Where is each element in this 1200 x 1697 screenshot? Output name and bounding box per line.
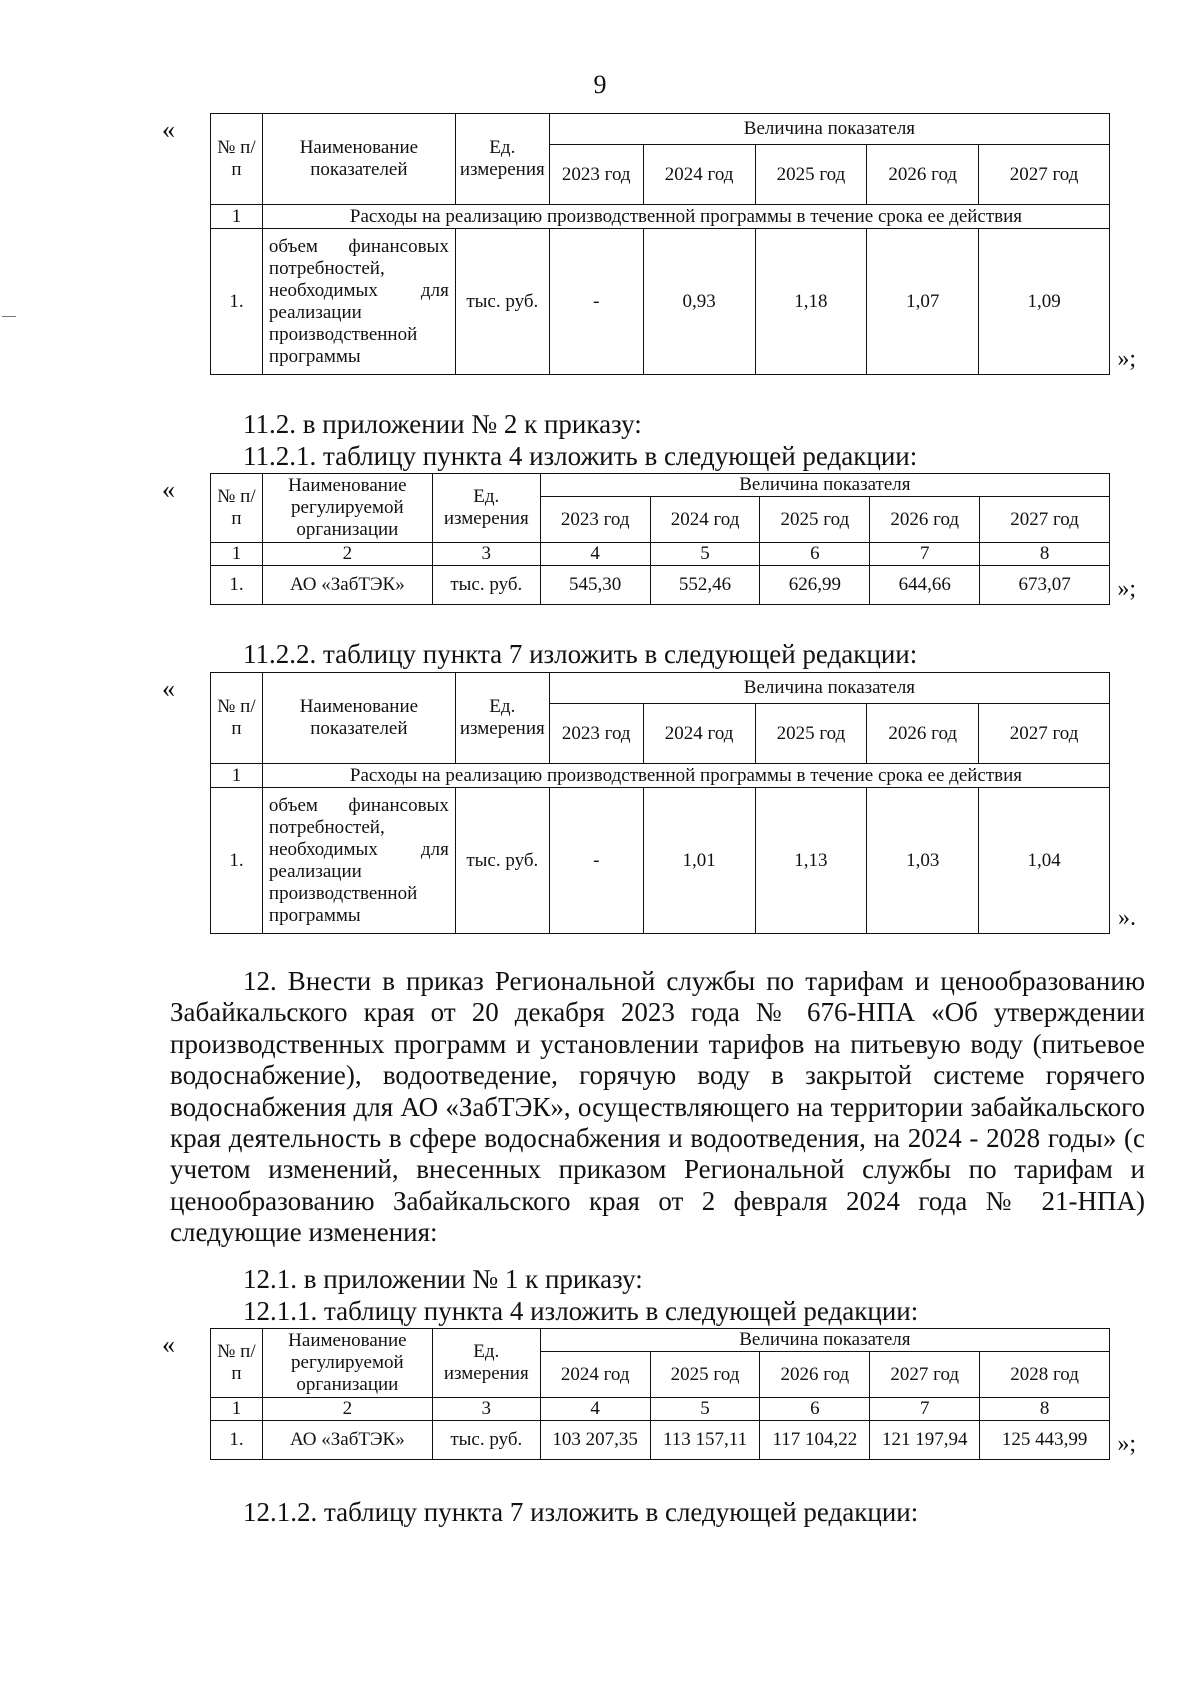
header-number: № п/п xyxy=(211,474,263,543)
section-number: 1 xyxy=(211,764,263,788)
heading-11-2-2: 11.2.2. таблицу пункта 7 изложить в следующей редакции: xyxy=(243,639,918,669)
column-number: 6 xyxy=(760,543,870,566)
year-cell: 2023 год xyxy=(549,145,643,205)
header-name: Наименование показателей xyxy=(262,673,455,764)
value-cell: - xyxy=(549,229,643,375)
year-cell: 2027 год xyxy=(980,497,1110,543)
header-unit: Ед. измерения xyxy=(455,673,549,764)
year-cell: 2024 год xyxy=(643,704,755,764)
year-cell: 2024 год xyxy=(540,1352,650,1398)
column-number: 5 xyxy=(650,1398,760,1421)
column-number: 1 xyxy=(211,1398,263,1421)
closing-quote: »; xyxy=(1117,346,1136,372)
value-cell: 1,07 xyxy=(867,229,979,375)
year-cell: 2024 год xyxy=(643,145,755,205)
row-organization: АО «ЗабТЭК» xyxy=(262,566,432,605)
value-cell: - xyxy=(549,788,643,934)
row-number: 1. xyxy=(211,229,263,375)
opening-quote: « xyxy=(162,115,175,144)
header-value: Величина показателя xyxy=(540,1329,1109,1352)
section-title: Расходы на реализацию производственной программы в течение срока ее действия xyxy=(262,205,1109,229)
value-cell: 626,99 xyxy=(760,566,870,605)
row-name: объем финансовых потребностей, необходимых для реализации производственной программы xyxy=(262,788,455,934)
column-number: 3 xyxy=(432,1398,540,1421)
year-cell: 2026 год xyxy=(867,145,979,205)
year-cell: 2027 год xyxy=(870,1352,980,1398)
value-cell: 1,13 xyxy=(755,788,867,934)
row-unit: тыс. руб. xyxy=(432,566,540,605)
table-1 xyxy=(210,113,1110,375)
year-cell: 2023 год xyxy=(549,704,643,764)
year-cell: 2026 год xyxy=(867,704,979,764)
heading-11-2-1: 11.2.1. таблицу пункта 4 изложить в следующей редакции: xyxy=(243,441,918,471)
year-cell: 2027 год xyxy=(979,145,1110,205)
header-unit: Ед. измерения xyxy=(432,1329,540,1398)
value-cell: 545,30 xyxy=(540,566,650,605)
closing-quote: »; xyxy=(1117,1431,1136,1457)
table-4-block xyxy=(162,1328,1136,1460)
value-cell: 113 157,11 xyxy=(650,1421,760,1460)
page-number: 9 xyxy=(593,70,607,99)
value-cell: 552,46 xyxy=(650,566,760,605)
year-cell: 2028 год xyxy=(980,1352,1110,1398)
heading-12-1-2: 12.1.2. таблицу пункта 7 изложить в следующей редакции: xyxy=(243,1497,919,1527)
header-value: Величина показателя xyxy=(549,673,1109,704)
value-cell: 103 207,35 xyxy=(540,1421,650,1460)
table-3 xyxy=(210,672,1110,934)
header-value: Величина показателя xyxy=(549,114,1109,145)
row-unit: тыс. руб. xyxy=(455,788,549,934)
value-cell: 1,04 xyxy=(979,788,1110,934)
value-cell: 1,18 xyxy=(755,229,867,375)
value-cell: 1,01 xyxy=(643,788,755,934)
year-cell: 2025 год xyxy=(755,145,867,205)
value-cell: 125 443,99 xyxy=(980,1421,1110,1460)
column-number: 4 xyxy=(540,543,650,566)
header-number: № п/п xyxy=(211,1329,263,1398)
column-number: 5 xyxy=(650,543,760,566)
opening-quote: « xyxy=(162,475,175,504)
header-name: Наименование регулируемой организации xyxy=(262,474,432,543)
year-cell: 2026 год xyxy=(870,497,980,543)
row-name: объем финансовых потребностей, необходимых для реализации производственной программы xyxy=(262,229,455,375)
value-cell: 673,07 xyxy=(980,566,1110,605)
column-number: 4 xyxy=(540,1398,650,1421)
column-number: 2 xyxy=(262,543,432,566)
column-number: 7 xyxy=(870,1398,980,1421)
row-number: 1. xyxy=(211,788,263,934)
opening-quote: « xyxy=(162,674,175,703)
column-number: 8 xyxy=(980,1398,1110,1421)
row-number: 1. xyxy=(211,566,263,605)
value-cell: 644,66 xyxy=(870,566,980,605)
heading-12-1: 12.1. в приложении № 1 к приказу: xyxy=(243,1264,643,1294)
closing-quote: ». xyxy=(1118,905,1136,931)
year-cell: 2025 год xyxy=(760,497,870,543)
section-title: Расходы на реализацию производственной программы в течение срока ее действия xyxy=(262,764,1109,788)
heading-12-1-1: 12.1.1. таблицу пункта 4 изложить в следующей редакции: xyxy=(243,1296,919,1326)
table-3-block xyxy=(162,672,1136,934)
row-organization: АО «ЗабТЭК» xyxy=(262,1421,432,1460)
paragraph-12: 12. Внести в приказ Региональной службы по тарифам и ценообразованию Забайкальского края от 20 декабря 2023 года № 676-НПА «Об утверждении производственных программ и установлении тарифов на питьевую воду (питьевое водоснабжение), водоотведение, горячую воду в закрытой системе горячего водоснабжения для АО «ЗабТЭК», осуществляющего на территории забайкальского края деятельность в сфере водоснабжения и водоотведения, на 2024 - 2028 годы» (с учетом изменений, внесенных приказом Региональной службы по тарифам и ценообразованию Забайкальского края от 2 февраля 2024 года № 21-НПА) следующие изменения: xyxy=(170,966,1145,1248)
year-cell: 2026 год xyxy=(760,1352,870,1398)
column-number: 3 xyxy=(432,543,540,566)
row-unit: тыс. руб. xyxy=(455,229,549,375)
column-number: 2 xyxy=(262,1398,432,1421)
column-number: 8 xyxy=(980,543,1110,566)
year-cell: 2025 год xyxy=(650,1352,760,1398)
header-name: Наименование регулируемой организации xyxy=(262,1329,432,1398)
header-number: № п/п xyxy=(211,673,263,764)
column-number: 7 xyxy=(870,543,980,566)
header-name: Наименование показателей xyxy=(262,114,455,205)
column-number: 6 xyxy=(760,1398,870,1421)
header-unit: Ед. измерения xyxy=(455,114,549,205)
value-cell: 1,03 xyxy=(867,788,979,934)
table-2-block xyxy=(162,473,1136,605)
closing-quote: »; xyxy=(1117,576,1136,602)
table-4 xyxy=(210,1328,1110,1460)
header-number: № п/п xyxy=(211,114,263,205)
year-cell: 2025 год xyxy=(755,704,867,764)
row-unit: тыс. руб. xyxy=(432,1421,540,1460)
header-unit: Ед. измерения xyxy=(432,474,540,543)
year-cell: 2027 год xyxy=(979,704,1110,764)
opening-quote: « xyxy=(162,1330,175,1359)
heading-11-2: 11.2. в приложении № 2 к приказу: xyxy=(243,409,642,439)
value-cell: 1,09 xyxy=(979,229,1110,375)
row-number: 1. xyxy=(211,1421,263,1460)
column-number: 1 xyxy=(211,543,263,566)
value-cell: 121 197,94 xyxy=(870,1421,980,1460)
value-cell: 0,93 xyxy=(643,229,755,375)
header-value: Величина показателя xyxy=(540,474,1109,497)
table-2 xyxy=(210,473,1110,605)
year-cell: 2023 год xyxy=(540,497,650,543)
section-number: 1 xyxy=(211,205,263,229)
value-cell: 117 104,22 xyxy=(760,1421,870,1460)
year-cell: 2024 год xyxy=(650,497,760,543)
table-1-block xyxy=(162,113,1136,375)
